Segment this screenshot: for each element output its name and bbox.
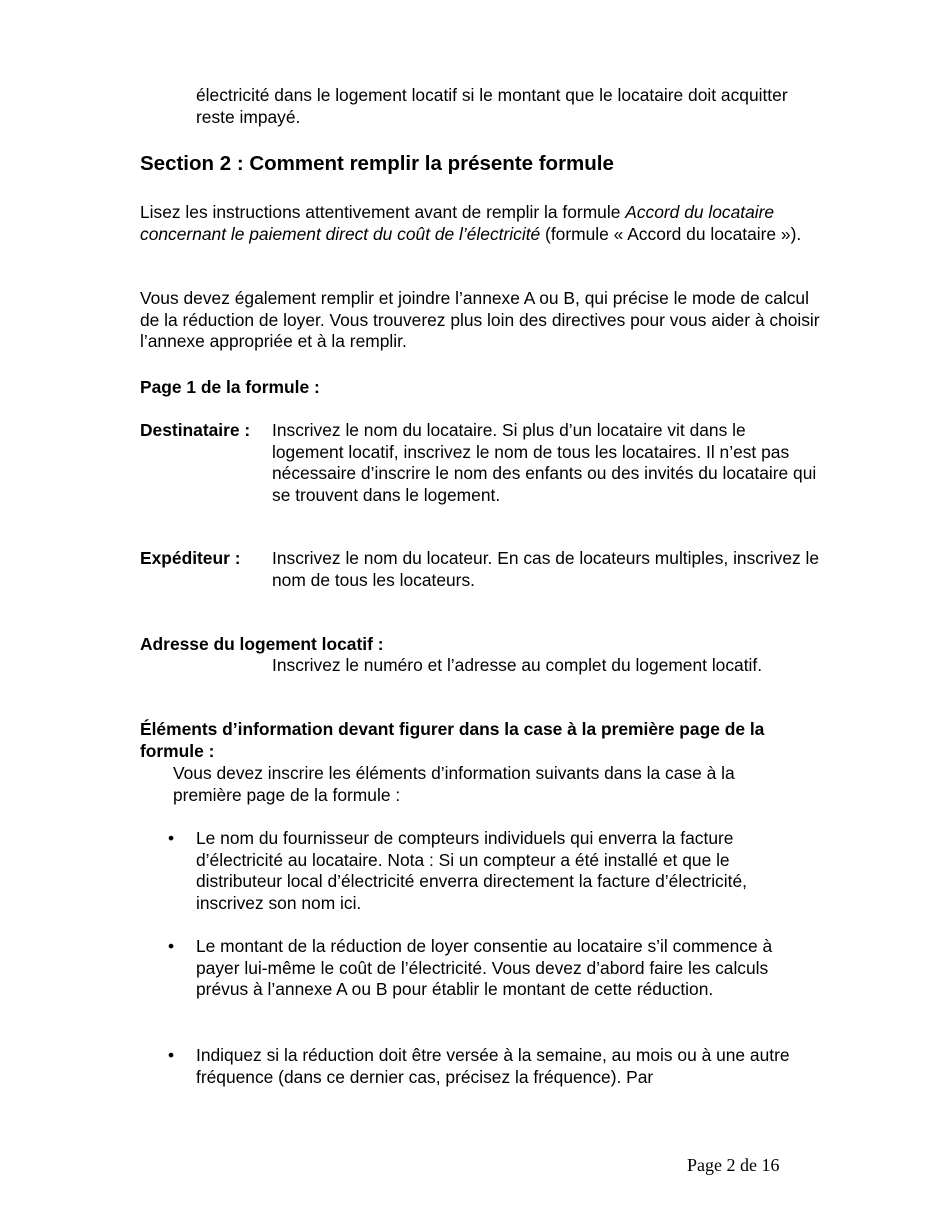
list-item-text: Le montant de la réduction de loyer consentie au locataire s’il commence à payer lui-même le coût de l’électricité. Vous devez d’abord faire les calculs prévus à l’annexe A ou B pour établir le montant de cette réduction. <box>196 936 773 1000</box>
elements-intro: Vous devez inscrire les éléments d’information suivants dans la case à la première page de la formule : <box>173 763 735 805</box>
expediteur-label: Expéditeur : <box>140 548 241 568</box>
destinataire-instructions: Inscrivez le nom du locataire. Si plus d’un locataire vit dans le logement locatif, inscrivez le nom de tous les locataires. Il n’est pas nécessaire d’inscrire le nom des enfants ou des invités du locataire qui se trouvent dans le logement. <box>272 420 817 505</box>
page-number: Page 2 de 16 <box>687 1155 780 1175</box>
intro-text-end: (formule « Accord du locataire »). <box>540 223 802 244</box>
bullet-icon: • <box>168 828 175 848</box>
intro-paragraph <box>140 202 820 245</box>
intro-text-start: Lisez les instructions attentivement avant de remplir la formule <box>140 202 626 222</box>
list-item-text: Le nom du fournisseur de compteurs individuels qui enverra la facture d’électricité au locataire. Nota : Si un compteur a été installé et que le distributeur local d’électricité enverra directement la facture d’électricité, inscrivez son nom ici. <box>196 828 747 913</box>
continuation-paragraph: électricité dans le logement locatif si le montant que le locataire doit acquitter reste impayé. <box>196 85 788 127</box>
list-item-text: Indiquez si la réduction doit être versée à la semaine, au mois ou à une autre fréquence (dans ce dernier cas, précisez la fréquence). Par <box>196 1045 790 1087</box>
destinataire-label: Destinataire : <box>140 420 251 440</box>
section-title: Section 2 : Comment remplir la présente formule <box>140 152 614 175</box>
page1-heading: Page 1 de la formule : <box>140 377 320 397</box>
adresse-instructions: Inscrivez le numéro et l’adresse au complet du logement locatif. <box>272 655 763 675</box>
adresse-label: Adresse du logement locatif : <box>140 634 384 654</box>
annex-paragraph: Vous devez également remplir et joindre l’annexe A ou B, qui précise le mode de calcul de la réduction de loyer. Vous trouverez plus loin des directives pour vous aider à choisir l’annexe appropriée et à la remplir. <box>140 288 820 352</box>
elements-heading: Éléments d’information devant figurer dans la case à la première page de la formule : <box>140 719 765 761</box>
expediteur-instructions: Inscrivez le nom du locateur. En cas de locateurs multiples, inscrivez le nom de tous les locateurs. <box>272 548 820 590</box>
form-title-italic: Accord du locataire concernant le paiement direct du coût de l’électricité <box>140 202 775 244</box>
bullet-icon: • <box>168 1045 175 1065</box>
bullet-icon: • <box>168 936 175 956</box>
